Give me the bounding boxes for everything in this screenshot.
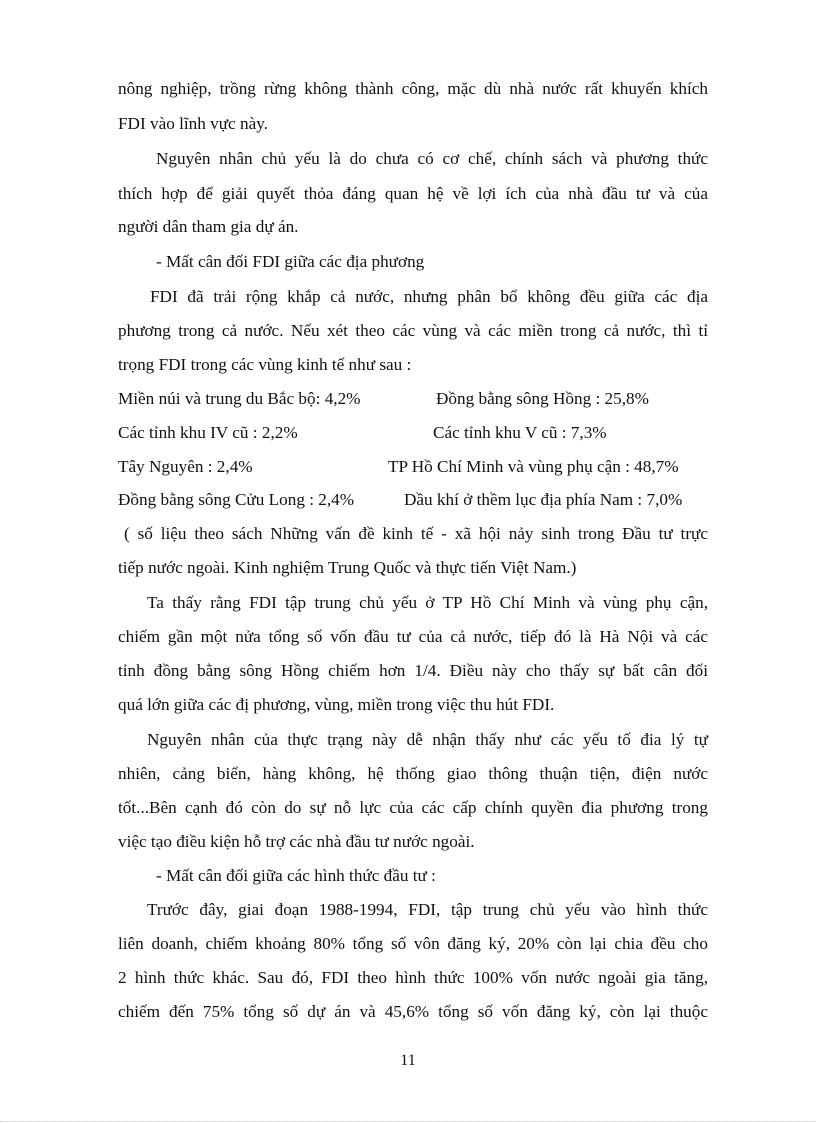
text-line: liên doanh, chiếm khoảng 80% tổng số vôn đăng ký, 20% còn lại chia đều cho bbox=[118, 934, 708, 953]
region-stat-left: Đồng bằng sông Cửu Long : 2,4% bbox=[118, 490, 355, 509]
section-heading: - Mất cân đối giữa các hình thức đầu tư : bbox=[156, 866, 436, 885]
text-line: FDI đã trải rộng khắp cả nước, nhưng phân bổ không đều giữa các địa bbox=[150, 287, 708, 306]
page-number: 11 bbox=[400, 1052, 416, 1069]
source-note-line: tiếp nước ngoài. Kinh nghiệm Trung Quốc và thực tiến Việt Nam.) bbox=[118, 558, 577, 577]
text-line: FDI vào lĩnh vực này. bbox=[118, 114, 268, 133]
text-line: 2 hình thức khác. Sau đó, FDI theo hình thức 100% vốn nước ngoài gia tăng, bbox=[118, 968, 708, 987]
text-line: Nguyên nhân chủ yếu là do chưa có cơ chế, chính sách và phương thức bbox=[156, 149, 708, 168]
text-line: Nguyên nhân của thực trạng này dễ nhận thấy như các yếu tố đia lý tự bbox=[147, 730, 708, 749]
region-stat-right: Các tỉnh khu V cũ : 7,3% bbox=[433, 423, 607, 442]
section-heading: - Mất cân đối FDI giữa các địa phương bbox=[156, 252, 425, 271]
region-stat-right: Dầu khí ở thềm lục địa phía Nam : 7,0% bbox=[404, 490, 683, 509]
text-line: chiếm đến 75% tổng số dự án và 45,6% tổng số vốn đăng ký, còn lại thuộc bbox=[118, 1002, 708, 1021]
source-note-line: ( số liệu theo sách Những vấn đề kinh tế - xã hội nảy sinh trong Đầu tư trực bbox=[124, 524, 708, 543]
text-line: thích hợp để giải quyết thỏa đáng quan hệ về lợi ích của nhà đầu tư và của bbox=[118, 184, 708, 203]
page-bottom-rule bbox=[0, 1121, 816, 1122]
text-line: người dân tham gia dự án. bbox=[118, 217, 299, 236]
text-line: quá lớn giữa các đị phương, vùng, miền trong việc thu hút FDI. bbox=[118, 695, 555, 714]
region-stat-left: Tây Nguyên : 2,4% bbox=[118, 457, 253, 476]
text-line: chiếm gần một nửa tổng số vốn đầu tư của cả nước, tiếp đó là Hà Nội và các bbox=[118, 627, 708, 646]
text-line: trọng FDI trong các vùng kinh tế như sau : bbox=[118, 355, 412, 374]
text-line: phương trong cả nước. Nếu xét theo các vùng và các miền trong cả nước, thì tỉ bbox=[118, 321, 708, 340]
text-line: việc tạo điều kiện hỗ trợ các nhà đầu tư nước ngoài. bbox=[118, 832, 475, 851]
region-stat-right: Đồng bằng sông Hồng : 25,8% bbox=[436, 389, 649, 408]
text-line: tỉnh đồng bằng sông Hồng chiếm hơn 1/4. Điều này cho thấy sự bất cân đối bbox=[118, 661, 708, 680]
text-line: nông nghiệp, trồng rừng không thành công, mặc dù nhà nước rất khuyến khích bbox=[118, 79, 708, 98]
text-line: tốt...Bên cạnh đó còn do sự nỗ lực của các cấp chính quyền đia phương trong bbox=[118, 798, 708, 817]
region-stat-right: TP Hồ Chí Minh và vùng phụ cận : 48,7% bbox=[388, 457, 679, 476]
text-line: nhiên, cảng biển, hàng không, hệ thống giao thông thuận tiện, điện nước bbox=[118, 764, 708, 783]
region-stat-left: Các tỉnh khu IV cũ : 2,2% bbox=[118, 423, 298, 442]
region-stat-left: Miền núi và trung du Bắc bộ: 4,2% bbox=[118, 389, 361, 408]
text-line: Trước đây, giai đoạn 1988-1994, FDI, tập trung chủ yếu vào hình thức bbox=[147, 900, 708, 919]
text-line: Ta thấy rằng FDI tập trung chủ yếu ở TP Hồ Chí Minh và vùng phụ cận, bbox=[147, 593, 708, 612]
